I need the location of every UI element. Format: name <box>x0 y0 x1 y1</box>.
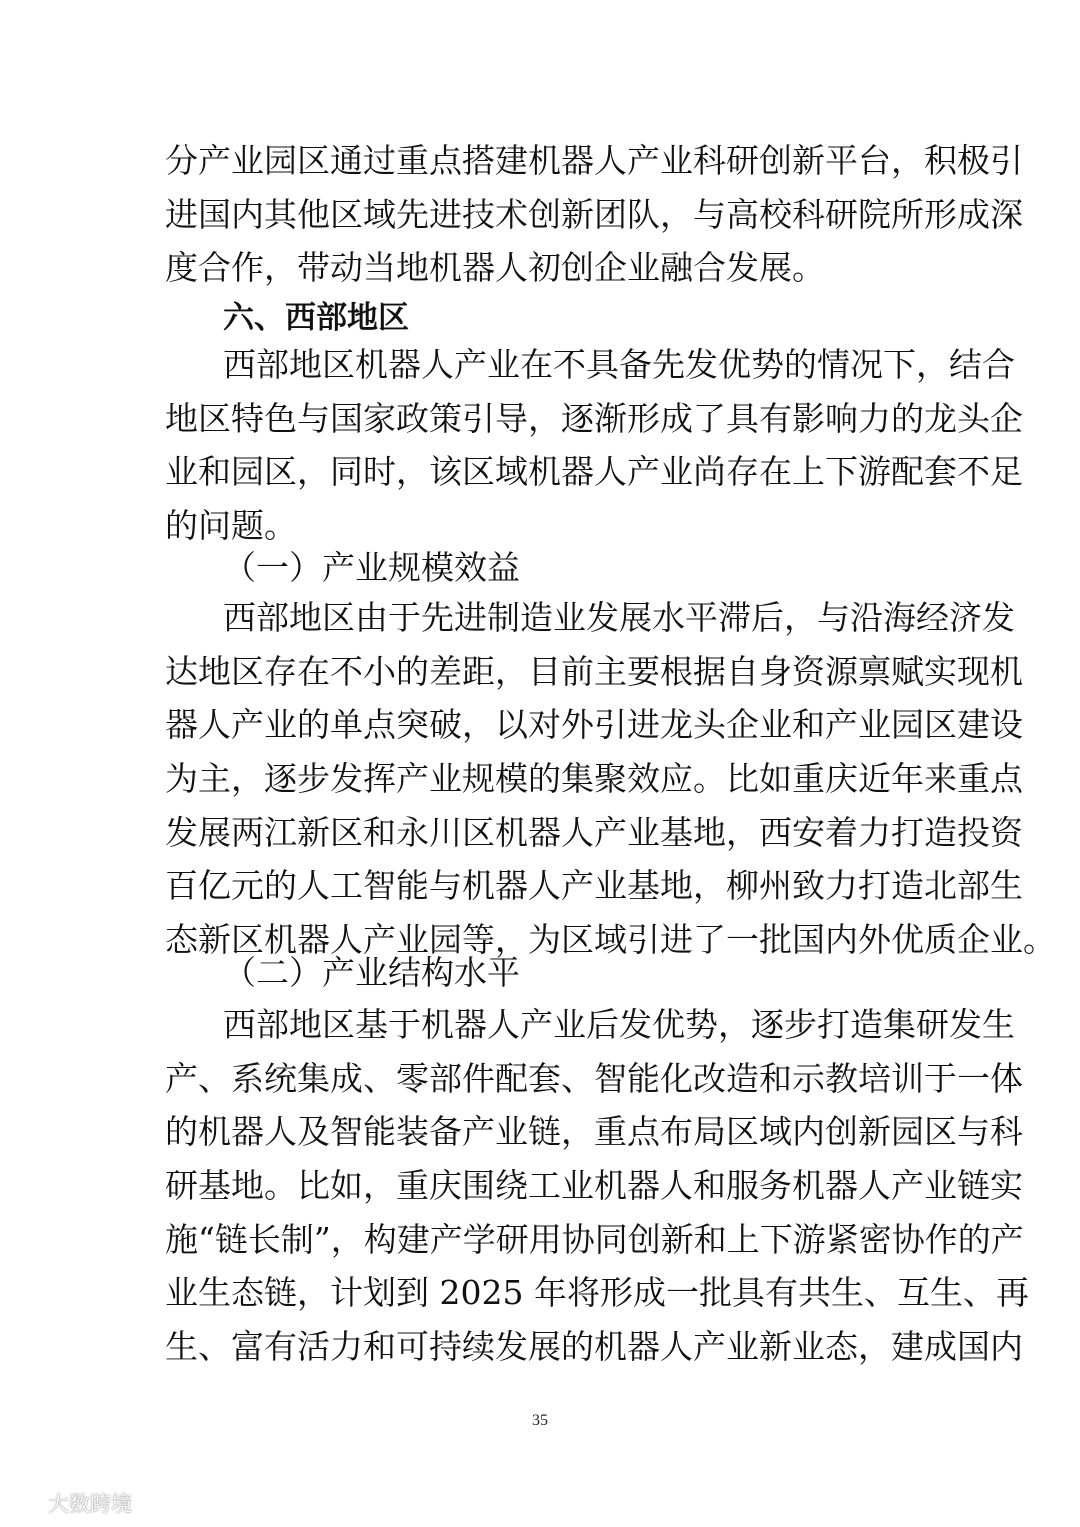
watermark <box>8 1488 132 1518</box>
section-title: 六、西部地区 <box>223 300 409 336</box>
text-line: 发展两江新区和永川区机器人产业基地，西安着力打造投资 <box>165 813 1023 852</box>
text-line: 产、系统集成、零部件配套、智能化改造和示教培训于一体 <box>165 1059 1023 1098</box>
text-line: 西部地区由于先进制造业发展水平滞后，与沿海经济发 <box>223 598 1015 637</box>
text-line: 施“链长制”，构建产学研用协同创新和上下游紧密协作的产 <box>165 1220 1024 1259</box>
text-line: 西部地区基于机器人产业后发优势，逐步打造集研发生 <box>223 1005 1015 1044</box>
subsection-title-1: （一）产业规模效益 <box>223 548 520 587</box>
text-line: 器人产业的单点突破，以对外引进龙头企业和产业园区建设 <box>165 705 1023 744</box>
text-line: 达地区存在不小的差距，目前主要根据自身资源禀赋实现机 <box>165 652 1023 691</box>
page-number: 35 <box>532 1412 548 1429</box>
text-line: 的机器人及智能装备产业链，重点布局区域内创新园区与科 <box>165 1112 1023 1151</box>
text-line: 业和园区，同时，该区域机器人产业尚存在上下游配套不足 <box>165 452 1023 491</box>
text-line: 进国内其他区域先进技术创新团队，与高校科研院所形成深 <box>165 195 1023 234</box>
text-line: 研基地。比如，重庆围绕工业机器人和服务机器人产业链实 <box>165 1166 1023 1205</box>
text-line: 地区特色与国家政策引导，逐渐形成了具有影响力的龙头企 <box>165 399 1023 438</box>
text-line: 百亿元的人工智能与机器人产业基地，柳州致力打造北部生 <box>165 866 1023 905</box>
text-line: 态新区机器人产业园等，为区域引进了一批国内外优质企业。 <box>165 920 1056 959</box>
text-line: 分产业园区通过重点搭建机器人产业科研创新平台，积极引 <box>165 141 1023 180</box>
text-line: 的问题。 <box>165 506 297 545</box>
text-line: 生、富有活力和可持续发展的机器人产业新业态，建成国内 <box>165 1327 1023 1366</box>
watermark-text: 大数跨境 <box>48 1492 132 1516</box>
text-line: 业生态链，计划到 2025 年将形成一批具有共生、互生、再 <box>165 1273 1029 1312</box>
subsection-title-2: （二）产业结构水平 <box>223 953 520 992</box>
text-line: 为主，逐步发挥产业规模的集聚效应。比如重庆近年来重点 <box>165 759 1023 798</box>
text-line: 度合作，带动当地机器人初创企业融合发展。 <box>165 248 825 287</box>
text-line: 西部地区机器人产业在不具备先发优势的情况下，结合 <box>223 345 1015 384</box>
watermark-logo-icon <box>8 1492 42 1514</box>
